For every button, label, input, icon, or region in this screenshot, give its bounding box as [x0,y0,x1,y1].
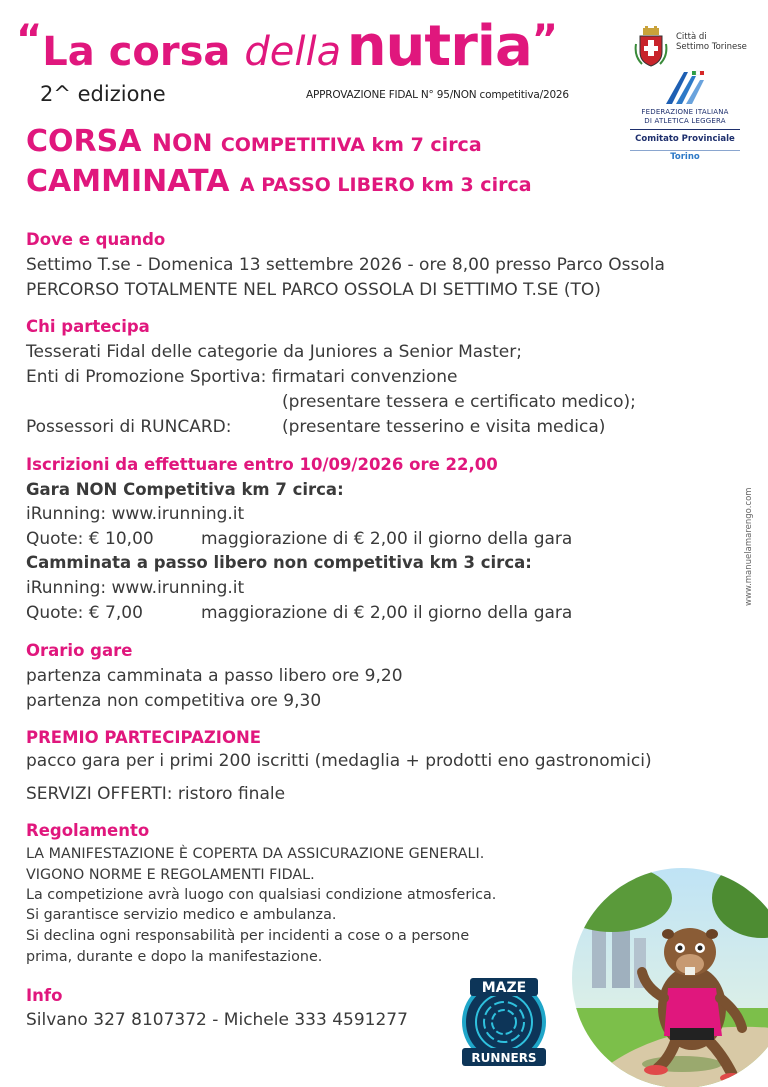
fidal-comitato-label: Comitato Provinciale [635,134,735,144]
section-heading-chi: Chi partecipa [26,317,150,336]
title-quote-open: “ [16,17,43,63]
fidal-name-line1: FEDERAZIONE ITALIANA [641,108,729,116]
fidal-logo-icon [662,70,706,106]
camminata-extra: maggiorazione di € 2,00 il giorno della gara [201,603,573,623]
gara-extra: maggiorazione di € 2,00 il giorno della gara [201,529,573,549]
orario-line2: partenza non competitiva ore 9,30 [26,691,322,711]
fidal-name [630,108,740,126]
maze-runners-logo [458,976,550,1068]
city-crest-icon [634,26,668,68]
headline-camminata-b: A PASSO LIBERO km 3 circa [239,174,532,196]
nutria-runner-illustration [572,868,768,1087]
gara-site: iRunning: www.irunning.it [26,504,245,524]
city-name [676,32,747,52]
chi-line4-note: (presentare tesserino e visita medica) [282,417,606,437]
headline-corsa-b: NON [151,129,221,157]
servizi-line: SERVIZI OFFERTI: ristoro finale [26,784,286,804]
edition-label: 2^ edizione [40,82,166,106]
headline-corsa [26,124,482,159]
chi-line3: (presentare tessera e certificato medico); [282,392,636,412]
title-part-della: della [244,29,342,75]
regolamento-line: Si garantisce servizio medico e ambulanza. [26,907,337,923]
section-heading-premio: PREMIO PARTECIPAZIONE [26,728,262,747]
vertical-credit [740,470,756,610]
gara-heading: Gara NON Competitiva km 7 circa: [26,480,344,499]
dove-line1: Settimo T.se - Domenica 13 settembre 2026 - ore 8,00 presso Parco Ossola [26,255,665,275]
chi-line4-label: Possessori di RUNCARD: [26,417,232,437]
section-heading-orario: Orario gare [26,641,133,660]
camminata-quote: Quote: € 7,00 [26,603,143,623]
camminata-heading: Camminata a passo libero non competitiva km 3 circa: [26,553,532,572]
headline-corsa-c: COMPETITIVA km 7 circa [220,134,482,156]
title-part-nutria: nutria [346,14,532,79]
chi-line1: Tesserati Fidal delle categorie da Juniores a Senior Master; [26,342,522,362]
headline-camminata [26,164,532,199]
regolamento-line: LA MANIFESTAZIONE È COPERTA DA ASSICURAZIONE GENERALI. [26,846,485,862]
section-heading-iscrizioni: Iscrizioni da effettuare entro 10/09/2026 ore 22,00 [26,455,498,474]
gara-quote: Quote: € 10,00 [26,529,154,549]
city-name-line1: Città di [676,32,707,42]
camminata-site: iRunning: www.irunning.it [26,578,245,598]
regolamento-line: Si declina ogni responsabilità per incidenti a cose o a persone [26,928,470,944]
premio-line1: pacco gara per i primi 200 iscritti (medaglia + prodotti eno gastronomici) [26,751,652,771]
vertical-credit-text: www.manuelamarengo.com [744,487,754,606]
approval-text: APPROVAZIONE FIDAL N° 95/NON competitiva/2026 [306,89,569,101]
regolamento-line: La competizione avrà luogo con qualsiasi condizione atmosferica. [26,887,497,903]
fidal-comitato [630,129,740,162]
chi-line2: Enti di Promozione Sportiva: firmatari convenzione [26,367,458,387]
maze-logo-bottom-text: RUNNERS [471,1051,537,1065]
headline-camminata-a: CAMMINATA [26,164,240,199]
city-name-line2: Settimo Torinese [676,42,747,52]
fidal-comitato-city: Torino [670,152,700,162]
maze-logo-top-text: MAZE [481,980,527,996]
info-contacts: Silvano 327 8107372 - Michele 333 4591277 [26,1010,408,1030]
event-title [16,14,558,84]
section-heading-info: Info [26,986,63,1005]
section-heading-dove: Dove e quando [26,230,166,249]
orario-line1: partenza camminata a passo libero ore 9,20 [26,666,403,686]
fidal-name-line2: DI ATLETICA LEGGERA [644,117,726,125]
title-quote-close: ” [531,17,559,63]
title-part-la-corsa: La corsa [42,29,245,75]
regolamento-line: prima, durante e dopo la manifestazione. [26,949,323,965]
section-heading-regolamento: Regolamento [26,821,150,840]
dove-line2: PERCORSO TOTALMENTE NEL PARCO OSSOLA DI SETTIMO T.SE (TO) [26,280,601,300]
regolamento-line: VIGONO NORME E REGOLAMENTI FIDAL. [26,867,315,883]
headline-corsa-a: CORSA [26,124,152,159]
